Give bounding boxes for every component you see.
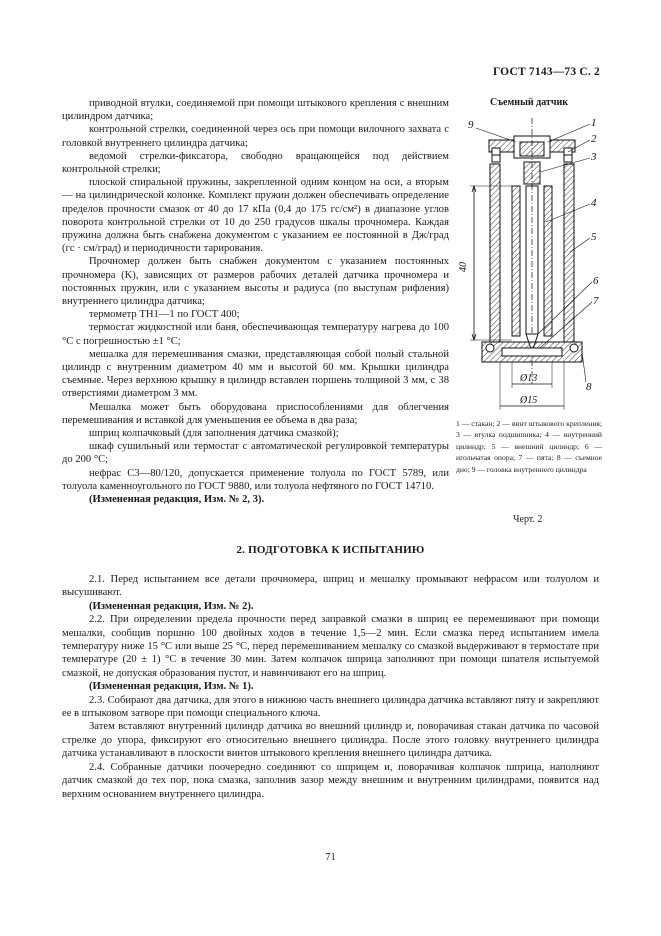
figure-label: Черт. 2: [513, 514, 543, 525]
callout-1: 1: [591, 117, 597, 129]
dim-height-40: 40: [458, 262, 469, 272]
section-title: 2. ПОДГОТОВКА К ИСПЫТАНИЮ: [236, 544, 425, 556]
paragraph: 2.1. Перед испытанием все детали прочномера, шприц и мешалку промывают нефрасом или толуолом и высушивают.: [62, 574, 599, 599]
figure-caption: 1 — стакан; 2 — винт штыкового крепления; 3 — втулка подшипника; 4 — внутренний цилиндр; 5 — внешний цилиндр; 6 — игольчатая опора; 7 — пята; 8 — съемное дно; 9 — головка внутреннего цилиндра: [456, 419, 602, 474]
body-text: [62, 573, 599, 801]
revision-note: (Измененная редакция, Изм. № 2).: [89, 600, 254, 612]
callout-6: 6: [593, 275, 599, 287]
paragraph: термометр ТН1—1 по ГОСТ 400;: [89, 309, 240, 321]
callout-7: 7: [593, 295, 599, 307]
paragraph: термостат жидкостной или баня, обеспечивающая температуру нагрева до 100 °С с погрешностью ±1 °С;: [62, 322, 449, 347]
callout-8: 8: [586, 381, 592, 393]
paragraph: шкаф сушильный или термостат с автоматической регулировкой температуры до 200 °С;: [62, 441, 449, 466]
page-number: 71: [325, 852, 336, 863]
revision-note: (Измененная редакция, Изм. № 2, 3).: [89, 494, 265, 506]
sensor-drawing: [456, 112, 606, 414]
callout-4: 4: [591, 197, 597, 209]
left-column-text: [62, 97, 449, 506]
paragraph: 2.4. Собранные датчики поочередно соединяют со шприцем и, поворачивая колпачок шприца, наполняют датчик смазкой до тех пор, пока смазка, заполнив зазор между внешним и внутренним цилиндрами, появится над верхним основанием внутреннего цилиндра.: [62, 761, 599, 800]
paragraph: нефрас С3—80/120, допускается применение толуола по ГОСТ 5789, или толуола каменноугольного по ГОСТ 9880, или толуола нефтяного по ГОСТ 14710.: [62, 467, 449, 492]
page-header: ГОСТ 7143—73 С. 2: [492, 66, 600, 78]
callout-2: 2: [591, 133, 597, 145]
dim-diameter-15: Ø15: [520, 395, 538, 406]
paragraph: плоской спиральной пружины, закрепленной одним концом на оси, а вторым — на цилиндрической колонке. Комплект пружин должен обеспечивать определение пределов прочности смазок от 40 до 17 кПа (0,4 до 175 гс/см²) в диапазоне углов поворота контрольной стрелки от 10 до 250 градусов шкалы прочномера. Каждая пружина должна быть снабжена документом с указанием ее постоянной в Дж/град (гс · см/град) и периодичности тарирования.: [62, 177, 449, 255]
paragraph: приводной втулки, соединяемой при помощи штыкового крепления с внешним цилиндром датчика;: [62, 98, 449, 123]
callout-3: 3: [591, 151, 597, 163]
paragraph: мешалка для перемешивания смазки, представляющая собой полый стальной цилиндр с внутренним диаметром 40 мм и высотой 60 мм. Крышки цилиндра съемные. Через верхнюю крышку в цилиндр вставлен поршень толщиной 3 мм, с 38 отверстиями диаметром 3 мм.: [62, 348, 449, 400]
paragraph: контрольной стрелки, соединенной через ось при помощи вилочного захвата с головкой внутреннего цилиндра датчика;: [62, 124, 449, 149]
dim-diameter-13: Ø13: [520, 373, 538, 384]
revision-note: (Измененная редакция, Изм. № 1).: [89, 681, 254, 693]
paragraph: 2.3. Собирают два датчика, для этого в нижнюю часть внешнего цилиндра датчика вставляют пяту и закрепляют ее в штыковом затворе при помощи специального ключа.: [62, 694, 599, 720]
paragraph: шприц колпачковый (для заполнения датчика смазкой);: [89, 428, 339, 440]
paragraph: 2.2. При определении предела прочности перед заправкой смазки в шприц ее перемешивают при помощи мешалки, сообщив поршню 100 двойных ходов в течение 1,5—2 мин. Если смазка перед испытанием имела температуру ниже 15 °С или выше 25 °С, перед перемешиванием мешалку со смазкой выдерживают в термостате при температуре (20 ± 1) °С в течение 30 мин. Затем колпачок шприца заполняют при помощи шпателя испытуемой смазкой, не допуская образования пустот, и навинчивают его на шприц.: [62, 614, 599, 679]
paragraph: Мешалка может быть оборудована приспособлениями для облегчения перемешивания и вставкой для уменьшения ее объема в два раза;: [62, 401, 449, 426]
callout-9: 9: [468, 119, 474, 131]
figure-title: Съемный датчик: [490, 97, 569, 108]
callout-5: 5: [591, 231, 597, 243]
paragraph: ведомой стрелки-фиксатора, свободно вращающейся под действием контрольной стрелки;: [62, 150, 449, 176]
paragraph: Прочномер должен быть снабжен документом с указанием постоянных прочномера (K), зависящих от размеров рабочих деталей датчика прочномера и постоянных пружин, или с указанием высоты и радиуса (по выступам рифления) внутреннего цилиндра датчика;: [62, 256, 449, 308]
paragraph: Затем вставляют внутренний цилиндр датчика во внешний цилиндр и, поворачивая стакан датчика по часовой стрелке до упора, фиксируют его относительно внешнего цилиндра. После этого головку внутреннего цилиндра датчика устанавливают в плоскости винтов штыкового крепления внешнего цилиндра датчика.: [62, 721, 599, 760]
